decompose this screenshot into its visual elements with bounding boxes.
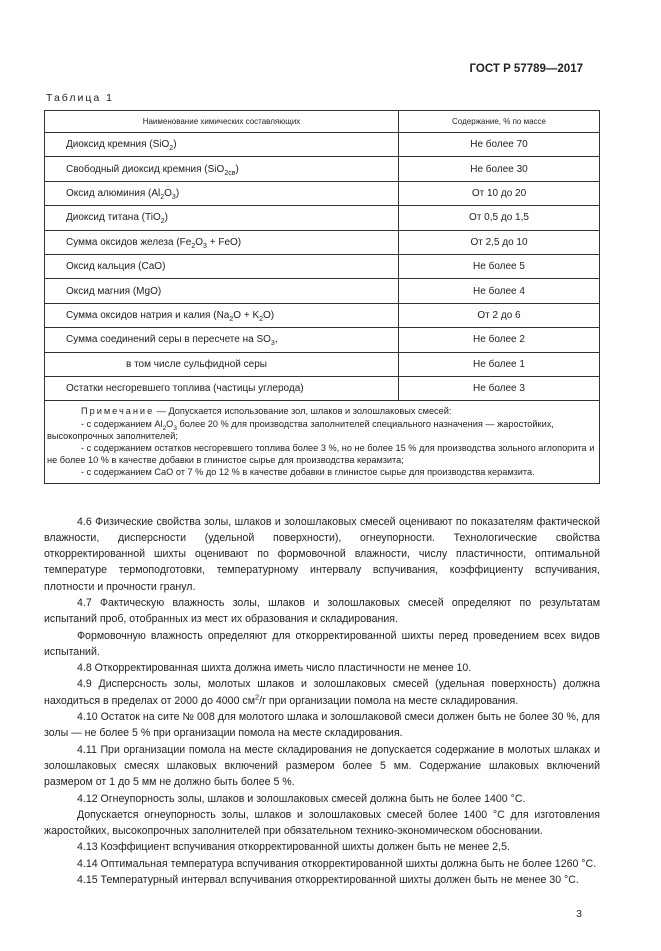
text-segment: O [195, 236, 204, 248]
text-segment: Формовочную влажность определяют для откорректированной шихты перед проведением всех видов испытаний. [44, 629, 600, 658]
text-segment: , [274, 334, 278, 346]
subscript: 2св [224, 169, 236, 177]
component-name [45, 376, 399, 400]
subscript: 2 [169, 145, 174, 153]
text-segment: Сумма соединений серы в пересчете на SO [66, 334, 271, 346]
subscript: 3 [171, 193, 176, 201]
paragraph [44, 628, 600, 661]
subscript: 3 [173, 424, 177, 432]
component-name [45, 157, 399, 181]
text-segment: ) [235, 163, 239, 175]
text-segment: O) [263, 309, 275, 321]
subscript: 2 [160, 193, 165, 201]
subscript: 3 [270, 340, 275, 348]
text-segment: ) [173, 139, 177, 151]
component-name [45, 352, 399, 376]
text-segment: Диоксид кремния (SiO [66, 139, 170, 151]
table-row [45, 254, 600, 278]
subscript: 3 [203, 242, 207, 250]
table-row [45, 133, 600, 157]
content-value: Не более 3 [399, 376, 600, 400]
note-label: Примечание [81, 406, 155, 417]
text-segment: 4.10 Остаток на сите № 008 для молотого шлака и золошлаковой смеси должен быть не более 30 %, для золы — не более 5 % при организации помола на месте складирования. [44, 711, 600, 740]
text-segment: - с содержанием Al [81, 418, 163, 429]
content-value: Не более 1 [399, 352, 600, 376]
text-segment: /г при организации помола на месте складирования. [259, 694, 519, 707]
subscript: 2 [259, 315, 264, 323]
chemical-composition-table [44, 110, 600, 484]
paragraph [44, 742, 600, 791]
content-value: От 0,5 до 1,5 [399, 206, 600, 230]
component-name [45, 328, 399, 352]
text-segment: 4.12 Огнеупорность золы, шлаков и золошлаковых смесей должна быть не более 1400 °C. [77, 792, 526, 805]
component-name [45, 303, 399, 327]
text-segment: Диоксид титана (TiO [66, 212, 161, 224]
text-segment: O + K [233, 309, 260, 321]
text-segment: Оксид кальция (CaO) [66, 261, 166, 273]
text-segment: в том числе сульфидной серы [126, 358, 267, 370]
table-row [45, 303, 600, 327]
table-caption: Таблица 1 [46, 92, 114, 104]
subscript: 2 [162, 424, 167, 432]
text-segment: - с содержанием остатков несгоревшего топлива более 3 %, но не более 15 % для производства зольного аглопорита и не более 10 % в качестве добавки в глинистое сырье для производства керамзита; [47, 442, 595, 466]
paragraph [44, 856, 600, 872]
paragraph [44, 807, 600, 840]
text-segment: + FeO) [206, 236, 242, 248]
table-row [45, 328, 600, 352]
table-row [45, 181, 600, 205]
document-body [44, 514, 600, 889]
component-name [45, 254, 399, 278]
subscript: 2 [229, 315, 234, 323]
text-segment: ) [164, 212, 168, 224]
table-header-row [45, 111, 600, 133]
superscript: 2 [255, 692, 260, 702]
content-value: Не более 5 [399, 254, 600, 278]
paragraph [44, 872, 600, 888]
text-segment: Свободный диоксид кремния (SiO [66, 163, 225, 175]
note-line [47, 466, 595, 478]
paragraph [44, 595, 600, 628]
text-segment: Сумма оксидов железа (Fe [66, 236, 192, 248]
table-row [45, 352, 600, 376]
text-segment: более 20 % для производства заполнителей специального назначения — жаростойких, высокопрочных заполнителей; [47, 418, 554, 441]
column-header-name: Наименование химических составляющих [45, 111, 399, 133]
page-number: 3 [576, 908, 582, 921]
content-value: Не более 30 [399, 157, 600, 181]
paragraph [44, 660, 600, 676]
table-note-row [45, 401, 600, 483]
content-value: От 2 до 6 [399, 303, 600, 327]
component-name [45, 230, 399, 254]
table-row [45, 157, 600, 181]
content-value: Не более 2 [399, 328, 600, 352]
subscript: 2 [160, 218, 165, 226]
text-segment: Остатки несгоревшего топлива (частицы углерода) [66, 383, 304, 395]
note-line [47, 418, 595, 442]
content-value: От 10 до 20 [399, 181, 600, 205]
paragraph [44, 676, 600, 709]
component-name [45, 279, 399, 303]
paragraph [44, 709, 600, 742]
component-name [45, 206, 399, 230]
text-segment: Оксид магния (MgO) [66, 285, 162, 297]
component-name [45, 181, 399, 205]
content-value: От 2,5 до 10 [399, 230, 600, 254]
table-row [45, 230, 600, 254]
note-line [47, 405, 595, 417]
text-segment: — Допускается использование зол, шлаков и золошлаковых смесей: [154, 406, 452, 417]
table-note [45, 401, 600, 483]
text-segment: - с содержанием CaO от 7 % до 12 % в качестве добавки в глинистое сырье для производства керамзита. [81, 467, 535, 478]
text-segment: ) [175, 187, 180, 199]
text-segment: 4.8 Откорректированная шихта должна иметь число пластичности не менее 10. [77, 662, 472, 675]
subscript: 2 [191, 242, 196, 250]
table-row [45, 279, 600, 303]
text-segment: 4.6 Физические свойства золы, шлаков и золошлаковых смесей оценивают по показателям фактической влажности, дисперсности (удельной поверхности), огнеупорности. Технологические свойства откорректированной шихты оценивают по формовочной влажности, числу пластичности, оптимальной температуре термоподготовки, температурному интервалу вспучивания, коэффициенту вспучивания, плотности и прочности гранул. [44, 515, 600, 593]
content-value: Не более 4 [399, 279, 600, 303]
content-value: Не более 70 [399, 133, 600, 157]
text-segment: Оксид алюминия (Al [66, 187, 161, 199]
text-segment: Допускается огнеупорность золы, шлаков и золошлаковых смесей более 1400 °C для изготовления жаростойких, высокопрочных заполнителей при обязательном технико-экономическом обосновании. [44, 808, 600, 838]
text-segment: O [164, 187, 172, 199]
table-row [45, 376, 600, 400]
document-header: ГОСТ Р 57789—2017 [469, 63, 583, 75]
paragraph [44, 791, 600, 807]
text-segment: 4.11 При организации помола на месте складирования не допускается содержание в молотых шлаках и золошлаковых смесях шлаковых включений размером более 5 мм. Содержание шлаковых включений размером от 1 до 5 мм не должно быть более 5 %. [44, 743, 600, 789]
text-segment: O [166, 418, 174, 429]
text-segment: 4.9 Дисперсность золы, молотых шлаков и золошлаковых смесей (удельная поверхность) должна находиться в пределах от 2000 до 4000 см [44, 678, 600, 707]
paragraph [44, 514, 600, 595]
note-line [47, 442, 595, 466]
column-header-content: Содержание, % по массе [399, 111, 600, 133]
table-row [45, 206, 600, 230]
paragraph [44, 839, 600, 855]
text-segment: 4.15 Температурный интервал вспучивания откорректированной шихты должен быть не менее 30 °C. [77, 874, 579, 887]
text-segment: Сумма оксидов натрия и калия (Na [66, 309, 230, 321]
component-name [45, 133, 399, 157]
text-segment: 4.7 Фактическую влажность золы, шлаков и золошлаковых смесей определяют по результатам испытаний проб, отобранных из мест их образования и складирования. [44, 597, 600, 626]
text-segment: 4.13 Коэффициент вспучивания откорректированной шихты должен быть не менее 2,5. [77, 841, 510, 854]
text-segment: 4.14 Оптимальная температура вспучивания откорректированной шихты должна быть не более 1260 °C. [77, 857, 597, 870]
